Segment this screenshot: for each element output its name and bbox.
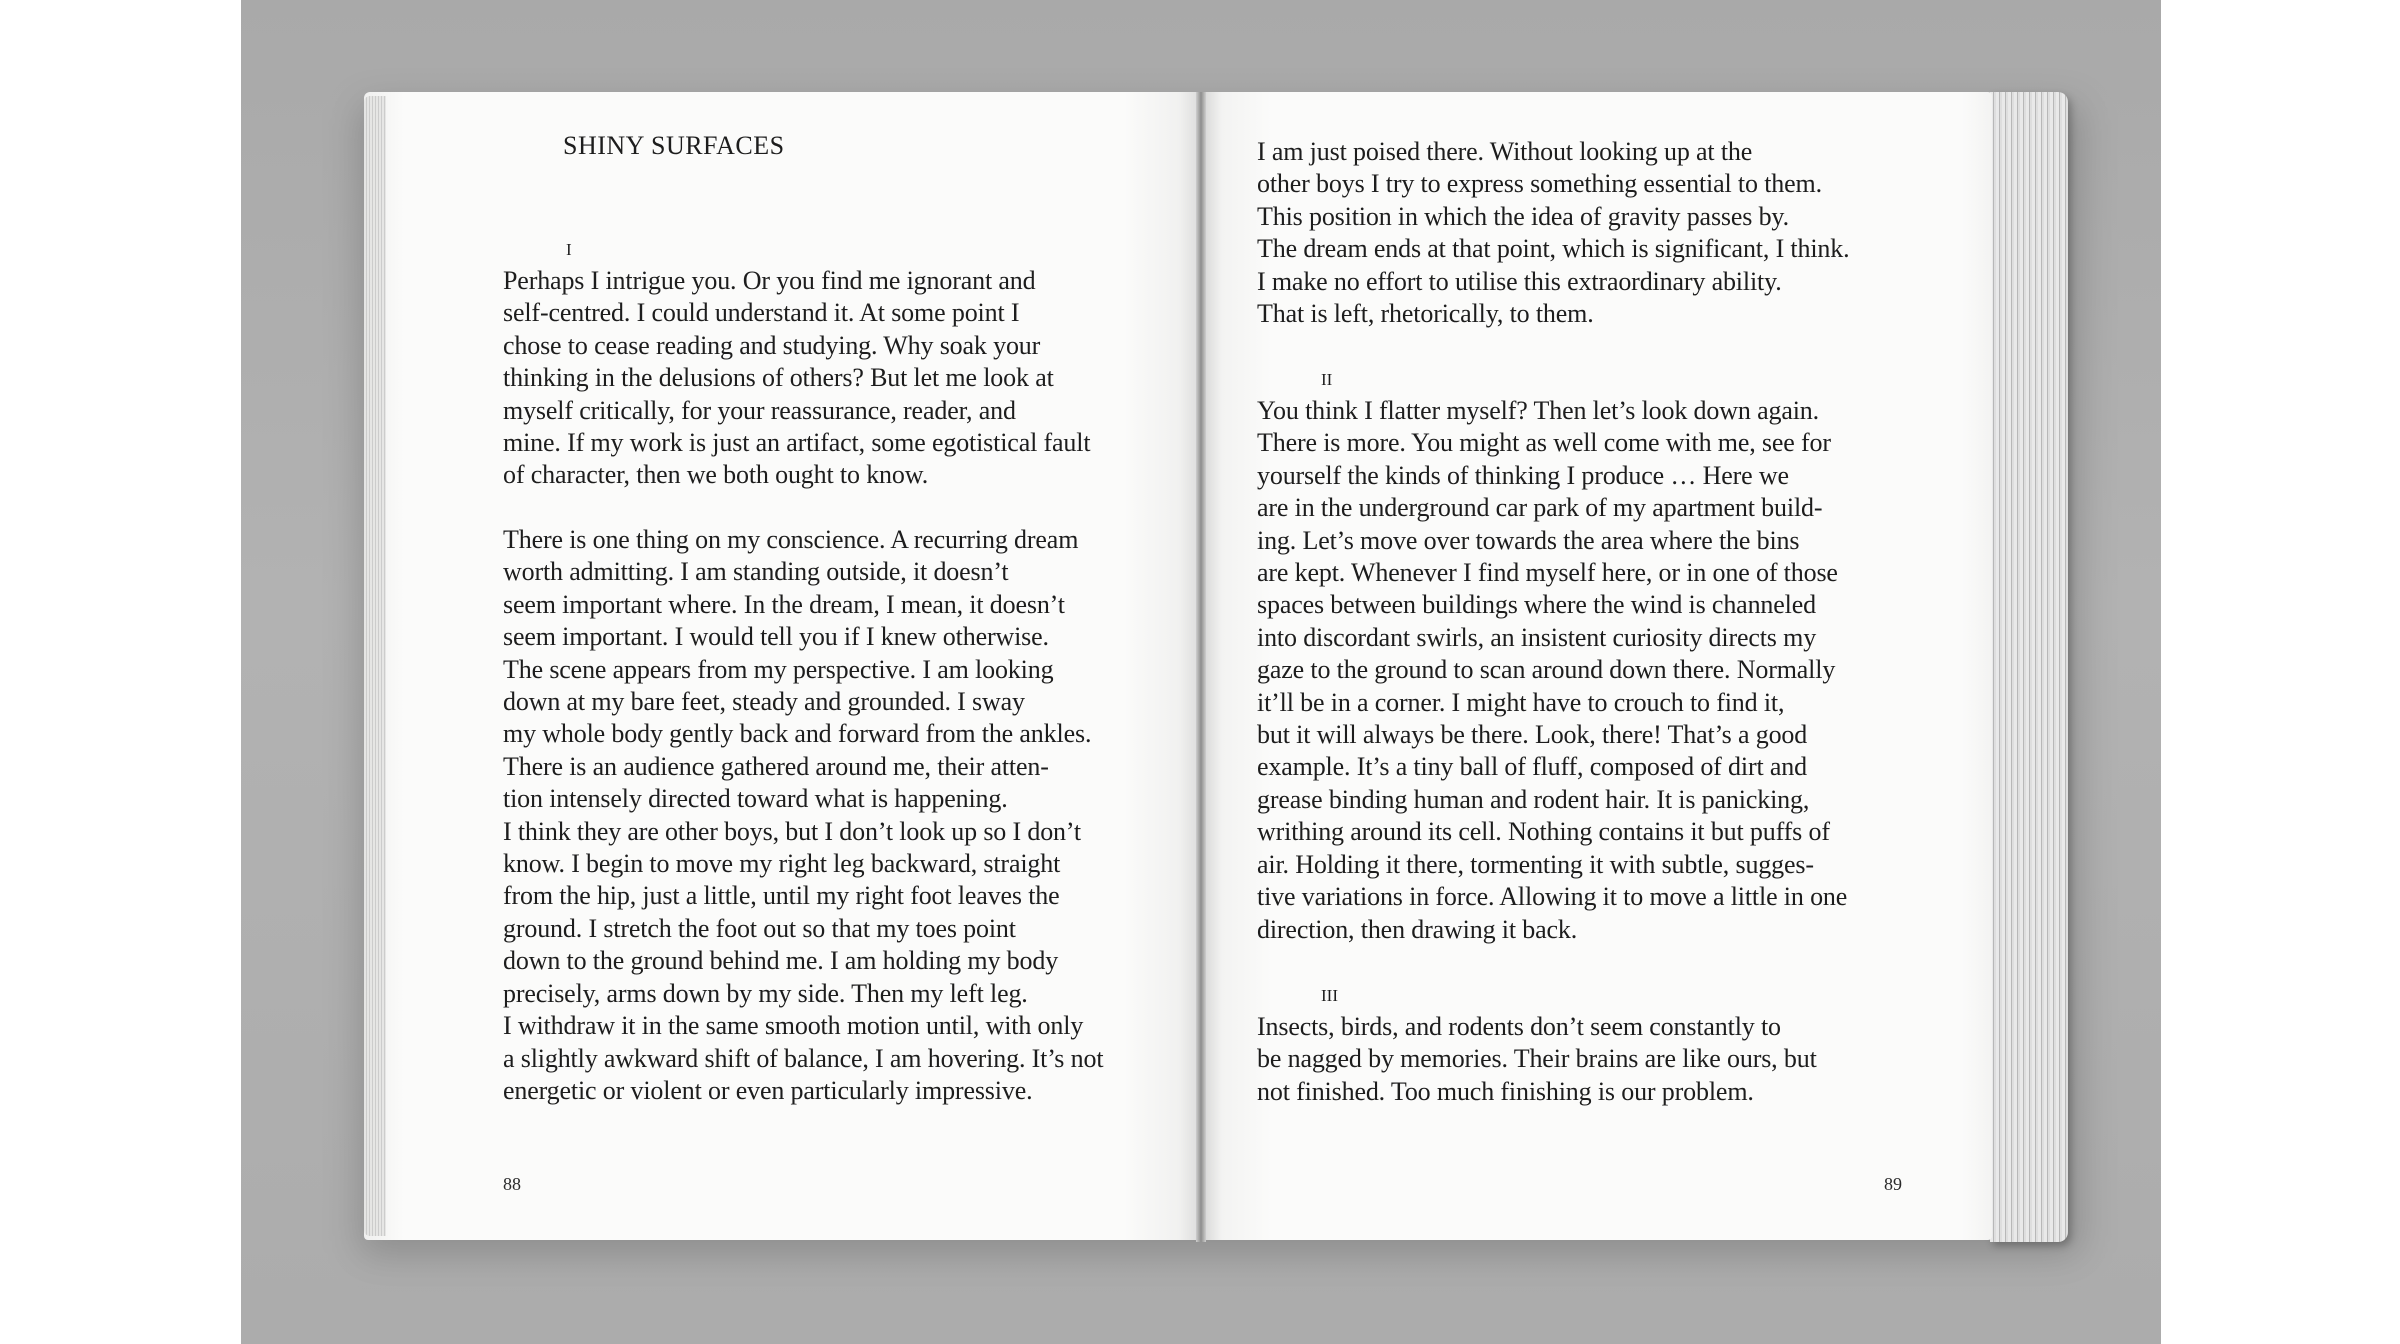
text-line: You think I flatter myself? Then let’s look down again.	[1257, 396, 1819, 425]
text-line: down to the ground behind me. I am holding my body	[503, 946, 1059, 976]
text-line: from the hip, just a little, until my right foot leaves the	[503, 881, 1060, 911]
text-line: myself critically, for your reassurance, reader, and	[503, 395, 1016, 425]
page-number-left: 88	[503, 1174, 521, 1194]
text-line: be nagged by memories. Their brains are like ours, but	[1257, 1044, 1817, 1074]
text-line: ing. Let’s move over towards the area where the bins	[1257, 525, 1800, 555]
right-paragraph-1	[1257, 136, 1977, 330]
section-numeral-2: II	[1321, 370, 1333, 389]
text-line: tive variations in force. Allowing it to move a little in one	[1257, 882, 1848, 912]
text-line: There is more. You might as well come with me, see for	[1257, 428, 1831, 458]
text-line: I withdraw it in the same smooth motion until, with only	[503, 1011, 1084, 1041]
running-head: SHINY SURFACES	[563, 131, 785, 160]
text-line: spaces between buildings where the wind is channeled	[1257, 590, 1816, 620]
text-line: other boys I try to express something essential to them.	[1257, 169, 1822, 199]
text-line: into discordant swirls, an insistent curiosity directs my	[1257, 622, 1817, 652]
text-line: are in the underground car park of my apartment build-	[1257, 493, 1823, 523]
text-line: my whole body gently back and forward from the ankles.	[503, 719, 1092, 749]
text-line: Insects, birds, and rodents don’t seem constantly to	[1257, 1012, 1781, 1041]
right-paragraph-3	[1257, 1011, 1977, 1108]
text-line: not finished. Too much finishing is our problem.	[1257, 1076, 1754, 1106]
text-line: self-centred. I could understand it. At some point I	[503, 298, 1020, 328]
text-line: gaze to the ground to scan around down there. Normally	[1257, 655, 1836, 685]
section-numeral-3: III	[1321, 986, 1338, 1005]
section-numeral-1: I	[566, 240, 572, 259]
text-line: seem important where. In the dream, I mean, it doesn’t	[503, 589, 1065, 619]
text-line: ground. I stretch the foot out so that my toes point	[503, 913, 1016, 943]
text-line: tion intensely directed toward what is happening.	[503, 784, 1008, 814]
text-line: down at my bare feet, steady and grounded. I sway	[503, 687, 1025, 717]
text-line: writhing around its cell. Nothing contains it but puffs of	[1257, 817, 1830, 847]
text-line: a slightly awkward shift of balance, I am hovering. It’s not	[503, 1043, 1104, 1073]
text-line: Perhaps I intrigue you. Or you find me ignorant and	[503, 266, 1036, 295]
text-line: direction, then drawing it back.	[1257, 914, 1578, 944]
text-line: There is one thing on my conscience. A recurring dream	[503, 525, 1079, 554]
text-line: thinking in the delusions of others? But let me look at	[503, 363, 1054, 393]
text-line: The dream ends at that point, which is significant, I think.	[1257, 234, 1850, 264]
text-line: but it will always be there. Look, there! That’s a good	[1257, 720, 1808, 750]
left-paragraph-2	[503, 524, 1203, 1107]
text-line: There is an audience gathered around me, their atten-	[503, 751, 1049, 781]
text-line: mine. If my work is just an artifact, some egotistical fault	[503, 428, 1091, 458]
text-line: energetic or violent or even particularly impressive.	[503, 1075, 1033, 1105]
text-line: it’ll be in a corner. I might have to crouch to find it,	[1257, 687, 1785, 717]
text-line: of character, then we both ought to know.	[503, 460, 929, 490]
text-line: I think they are other boys, but I don’t look up so I don’t	[503, 816, 1082, 846]
right-paragraph-2	[1257, 395, 1977, 946]
text-line: This position in which the idea of gravity passes by.	[1257, 201, 1789, 231]
text-line: example. It’s a tiny ball of fluff, composed of dirt and	[1257, 752, 1807, 782]
left-page-edge	[364, 96, 386, 1236]
left-paragraph-1	[503, 265, 1203, 492]
text-line: That is left, rhetorically, to them.	[1257, 299, 1594, 329]
page-number-right: 89	[1884, 1174, 1902, 1194]
text-line: The scene appears from my perspective. I am looking	[503, 654, 1054, 684]
text-line: are kept. Whenever I find myself here, or in one of those	[1257, 558, 1838, 588]
text-line: know. I begin to move my right leg backward, straight	[503, 849, 1061, 879]
text-line: air. Holding it there, tormenting it with subtle, sugges-	[1257, 849, 1814, 879]
text-line: chose to cease reading and studying. Why soak your	[503, 330, 1041, 360]
text-line: yourself the kinds of thinking I produce … Here we	[1257, 460, 1789, 490]
text-line: grease binding human and rodent hair. It is panicking,	[1257, 784, 1810, 814]
text-line: I am just poised there. Without looking up at the	[1257, 137, 1753, 166]
page-block-edge	[1990, 92, 2068, 1242]
text-line: precisely, arms down by my side. Then my left leg.	[503, 978, 1028, 1008]
text-line: I make no effort to utilise this extraordinary ability.	[1257, 266, 1782, 296]
text-line: seem important. I would tell you if I knew otherwise.	[503, 622, 1049, 652]
text-line: worth admitting. I am standing outside, it doesn’t	[503, 557, 1009, 587]
